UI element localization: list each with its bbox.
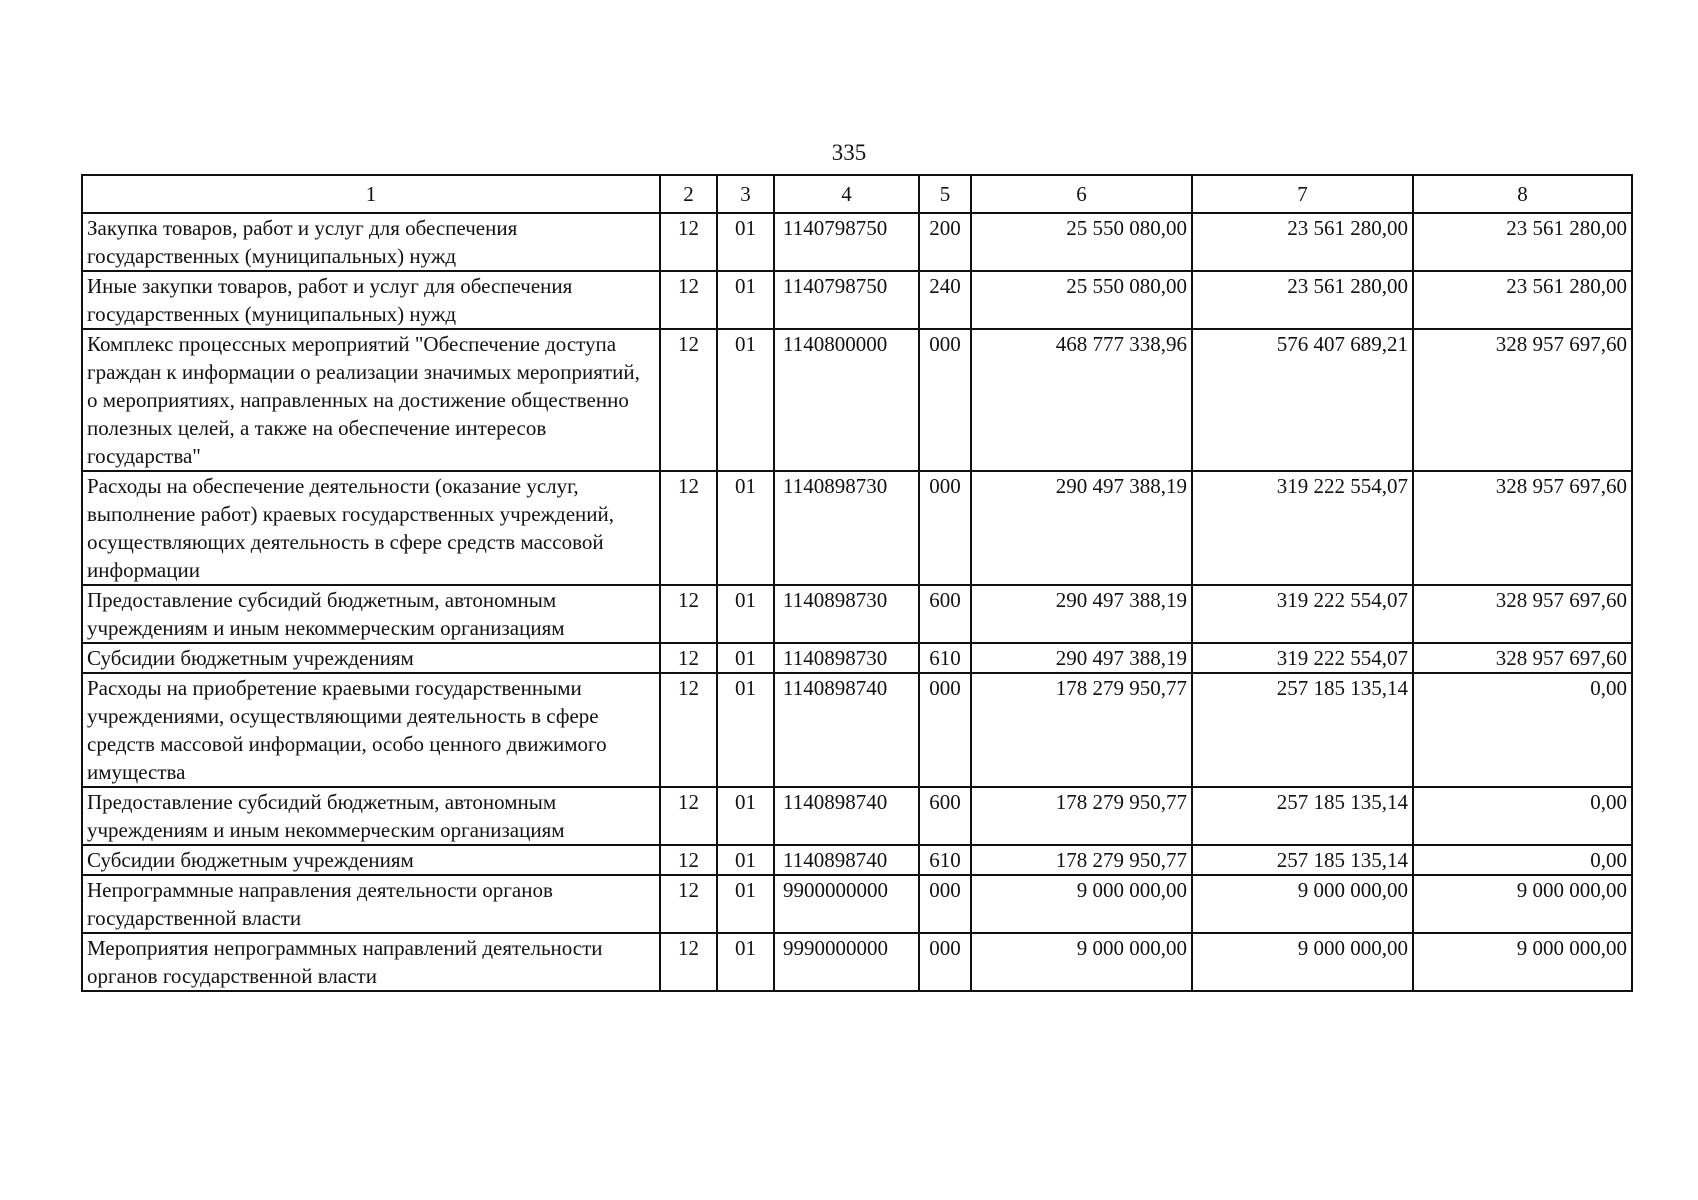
row-amount-7: 9 000 000,00 bbox=[1192, 875, 1413, 933]
row-section: 12 bbox=[660, 845, 717, 875]
row-name: Иные закупки товаров, работ и услуг для обеспечения государственных (муниципальных) нужд bbox=[82, 271, 660, 329]
row-target-code: 9990000000 bbox=[774, 933, 919, 991]
row-name: Предоставление субсидий бюджетным, автономным учреждениям и иным некоммерческим организациям bbox=[82, 787, 660, 845]
row-amount-6: 178 279 950,77 bbox=[971, 845, 1192, 875]
row-amount-6: 290 497 388,19 bbox=[971, 471, 1192, 585]
row-name: Субсидии бюджетным учреждениям bbox=[82, 845, 660, 875]
row-amount-7: 23 561 280,00 bbox=[1192, 271, 1413, 329]
row-subsection: 01 bbox=[717, 585, 774, 643]
row-section: 12 bbox=[660, 585, 717, 643]
row-amount-6: 9 000 000,00 bbox=[971, 933, 1192, 991]
row-amount-6: 290 497 388,19 bbox=[971, 585, 1192, 643]
row-amount-6: 25 550 080,00 bbox=[971, 271, 1192, 329]
header-row bbox=[82, 175, 1632, 213]
row-name: Расходы на приобретение краевыми государственными учреждениями, осуществляющими деятельность в сфере средств массовой информации, особо ценного движимого имущества bbox=[82, 673, 660, 787]
page-number: 335 bbox=[831, 140, 867, 165]
row-target-code: 1140898730 bbox=[774, 471, 919, 585]
row-amount-7: 257 185 135,14 bbox=[1192, 787, 1413, 845]
row-target-code: 1140798750 bbox=[774, 271, 919, 329]
row-expense-type: 000 bbox=[919, 875, 971, 933]
table-row bbox=[82, 329, 1632, 471]
row-target-code: 1140898740 bbox=[774, 673, 919, 787]
row-amount-7: 319 222 554,07 bbox=[1192, 471, 1413, 585]
row-amount-7: 257 185 135,14 bbox=[1192, 845, 1413, 875]
row-name: Комплекс процессных мероприятий "Обеспечение доступа граждан к информации о реализации значимых мероприятий, о мероприятиях, направленных на достижение общественно полезных целей, а также на обеспечение интересов государства" bbox=[82, 329, 660, 471]
row-name: Мероприятия непрограммных направлений деятельности органов государственной власти bbox=[82, 933, 660, 991]
row-amount-7: 23 561 280,00 bbox=[1192, 213, 1413, 271]
row-target-code: 1140898730 bbox=[774, 643, 919, 673]
row-section: 12 bbox=[660, 787, 717, 845]
row-target-code: 1140898740 bbox=[774, 787, 919, 845]
table-row bbox=[82, 471, 1632, 585]
header-col-1: 1 bbox=[82, 175, 660, 213]
row-amount-7: 319 222 554,07 bbox=[1192, 643, 1413, 673]
table-row bbox=[82, 845, 1632, 875]
row-section: 12 bbox=[660, 213, 717, 271]
row-name: Расходы на обеспечение деятельности (оказание услуг, выполнение работ) краевых государственных учреждений, осуществляющих деятельность в сфере средств массовой информации bbox=[82, 471, 660, 585]
row-amount-6: 178 279 950,77 bbox=[971, 673, 1192, 787]
row-subsection: 01 bbox=[717, 329, 774, 471]
row-amount-8: 9 000 000,00 bbox=[1413, 933, 1632, 991]
header-col-2: 2 bbox=[660, 175, 717, 213]
row-amount-8: 23 561 280,00 bbox=[1413, 271, 1632, 329]
row-section: 12 bbox=[660, 471, 717, 585]
row-amount-8: 328 957 697,60 bbox=[1413, 643, 1632, 673]
row-target-code: 1140898740 bbox=[774, 845, 919, 875]
row-section: 12 bbox=[660, 643, 717, 673]
header-col-4: 4 bbox=[774, 175, 919, 213]
row-subsection: 01 bbox=[717, 271, 774, 329]
row-subsection: 01 bbox=[717, 643, 774, 673]
row-amount-7: 257 185 135,14 bbox=[1192, 673, 1413, 787]
row-expense-type: 600 bbox=[919, 787, 971, 845]
header-col-5: 5 bbox=[919, 175, 971, 213]
row-name: Предоставление субсидий бюджетным, автономным учреждениям и иным некоммерческим организациям bbox=[82, 585, 660, 643]
row-amount-6: 468 777 338,96 bbox=[971, 329, 1192, 471]
row-expense-type: 000 bbox=[919, 933, 971, 991]
row-target-code: 1140800000 bbox=[774, 329, 919, 471]
row-amount-7: 319 222 554,07 bbox=[1192, 585, 1413, 643]
row-amount-8: 0,00 bbox=[1413, 673, 1632, 787]
row-name: Закупка товаров, работ и услуг для обеспечения государственных (муниципальных) нужд bbox=[82, 213, 660, 271]
row-expense-type: 610 bbox=[919, 643, 971, 673]
row-name: Непрограммные направления деятельности органов государственной власти bbox=[82, 875, 660, 933]
row-amount-6: 290 497 388,19 bbox=[971, 643, 1192, 673]
table-row bbox=[82, 787, 1632, 845]
row-amount-6: 9 000 000,00 bbox=[971, 875, 1192, 933]
row-amount-8: 9 000 000,00 bbox=[1413, 875, 1632, 933]
row-amount-8: 0,00 bbox=[1413, 845, 1632, 875]
header-col-3: 3 bbox=[717, 175, 774, 213]
row-amount-8: 328 957 697,60 bbox=[1413, 471, 1632, 585]
row-subsection: 01 bbox=[717, 933, 774, 991]
row-section: 12 bbox=[660, 673, 717, 787]
row-name: Субсидии бюджетным учреждениям bbox=[82, 643, 660, 673]
row-subsection: 01 bbox=[717, 673, 774, 787]
row-expense-type: 610 bbox=[919, 845, 971, 875]
header-col-7: 7 bbox=[1192, 175, 1413, 213]
row-amount-8: 23 561 280,00 bbox=[1413, 213, 1632, 271]
row-target-code: 1140898730 bbox=[774, 585, 919, 643]
row-amount-7: 576 407 689,21 bbox=[1192, 329, 1413, 471]
table-row bbox=[82, 643, 1632, 673]
row-amount-8: 328 957 697,60 bbox=[1413, 329, 1632, 471]
row-subsection: 01 bbox=[717, 213, 774, 271]
row-amount-8: 0,00 bbox=[1413, 787, 1632, 845]
row-target-code: 1140798750 bbox=[774, 213, 919, 271]
row-expense-type: 000 bbox=[919, 329, 971, 471]
row-amount-6: 178 279 950,77 bbox=[971, 787, 1192, 845]
row-subsection: 01 bbox=[717, 471, 774, 585]
row-expense-type: 200 bbox=[919, 213, 971, 271]
budget-table bbox=[81, 174, 1633, 992]
table-row bbox=[82, 875, 1632, 933]
row-subsection: 01 bbox=[717, 875, 774, 933]
row-amount-8: 328 957 697,60 bbox=[1413, 585, 1632, 643]
header-col-6: 6 bbox=[971, 175, 1192, 213]
row-expense-type: 240 bbox=[919, 271, 971, 329]
table-row bbox=[82, 933, 1632, 991]
row-target-code: 9900000000 bbox=[774, 875, 919, 933]
table-row bbox=[82, 213, 1632, 271]
header-col-8: 8 bbox=[1413, 175, 1632, 213]
row-section: 12 bbox=[660, 875, 717, 933]
row-expense-type: 000 bbox=[919, 471, 971, 585]
row-section: 12 bbox=[660, 271, 717, 329]
row-amount-6: 25 550 080,00 bbox=[971, 213, 1192, 271]
row-subsection: 01 bbox=[717, 845, 774, 875]
row-section: 12 bbox=[660, 329, 717, 471]
row-subsection: 01 bbox=[717, 787, 774, 845]
table-row bbox=[82, 673, 1632, 787]
row-section: 12 bbox=[660, 933, 717, 991]
row-expense-type: 000 bbox=[919, 673, 971, 787]
table-row bbox=[82, 585, 1632, 643]
row-amount-7: 9 000 000,00 bbox=[1192, 933, 1413, 991]
row-expense-type: 600 bbox=[919, 585, 971, 643]
table-row bbox=[82, 271, 1632, 329]
